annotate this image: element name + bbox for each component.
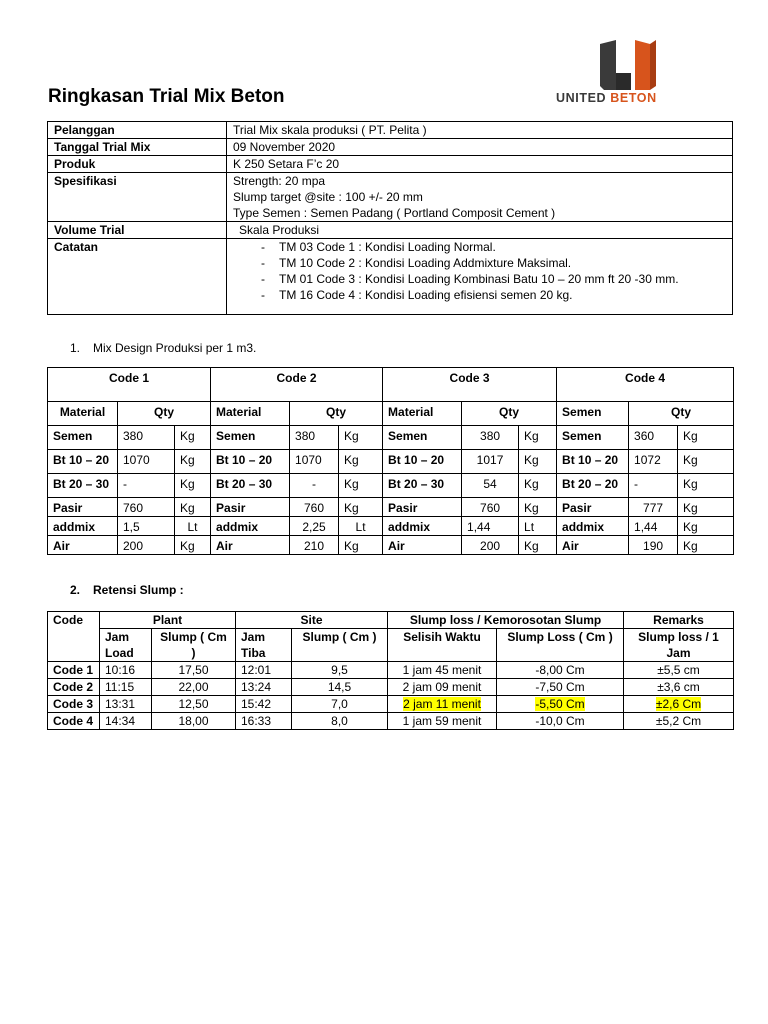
table-cell: 1,44 [462,517,519,536]
table-cell: 13:24 [236,679,292,696]
table-cell: 14,5 [292,679,388,696]
table-cell: 11:15 [100,679,152,696]
table-cell: 18,00 [152,713,236,730]
list-item: - TM 10 Code 2 : Kondisi Loading Addmixture Maksimal. [279,255,726,271]
table-cell: Bt 10 – 20 [557,450,629,474]
table-cell: 9,5 [292,662,388,679]
trial-info-table [47,121,733,315]
table-cell: Kg [339,474,383,498]
table-cell: 10:16 [100,662,152,679]
table-cell: Kg [678,517,734,536]
section-heading-retensi-slump: 2. Retensi Slump : [70,583,184,597]
table-row [48,679,734,696]
table-cell: Kg [519,498,557,517]
table-cell: Bt 10 – 20 [383,450,462,474]
table-cell: Bt 10 – 20 [211,450,290,474]
table-cell: Code 2 [48,679,100,696]
list-item: - TM 03 Code 1 : Kondisi Loading Normal. [279,239,726,255]
table-cell: Kg [339,426,383,450]
table-cell: -10,0 Cm [497,713,624,730]
mix-design-table [47,367,734,555]
table-cell: Semen [211,426,290,450]
table-cell: 1070 [290,450,339,474]
table-cell: ±5,5 cm [624,662,734,679]
table-cell: Semen [383,426,462,450]
table-cell: 1017 [462,450,519,474]
table-cell: 17,50 [152,662,236,679]
table-cell: 2,25 [290,517,339,536]
table-cell: Bt 20 – 30 [211,474,290,498]
table-cell: 380 [462,426,519,450]
info-row-catatan: Catatan - TM 03 Code 1 : Kondisi Loading Normal. - TM 10 Code 2 : Kondisi Loading Addmixture Maksimal. - TM 01 Code 3 : Kondisi Loading Kombinasi Batu 10 – 20 mm ft 20 -30 mm. - TM 16 Code 4 : Kondisi Loading efisiensi semen 20 kg. [48,239,733,315]
table-cell: Kg [519,450,557,474]
info-row-tanggal: Tanggal Trial Mix 09 November 2020 [48,139,733,156]
table-cell [497,696,624,713]
table-cell: Code 4 [48,713,100,730]
table-cell: Semen [557,426,629,450]
table-cell: 7,0 [292,696,388,713]
info-row-produk: Produk K 250 Setara F’c 20 [48,156,733,173]
table-cell: 12,50 [152,696,236,713]
table-cell: - [118,474,175,498]
table-cell: 190 [629,536,678,555]
table-cell: Lt [175,517,211,536]
table-cell: 14:34 [100,713,152,730]
table-cell: Kg [175,536,211,555]
info-row-spesifikasi: Spesifikasi Strength: 20 mpa Slump target @site : 100 +/- 20 mm Type Semen : Semen Padang ( Portland Composit Cement ) [48,173,733,222]
table-cell: Pasir [383,498,462,517]
slump-subheader-row: Jam Load Slump ( Cm ) Jam Tiba Slump ( Cm ) Selisih Waktu Slump Loss ( Cm ) Slump loss / 1 Jam [48,629,734,662]
united-beton-logo-mark [600,40,656,90]
table-cell: Kg [678,474,734,498]
table-cell: 1070 [118,450,175,474]
table-cell: - [290,474,339,498]
table-cell: addmix [211,517,290,536]
table-cell: Kg [339,536,383,555]
table-cell: ±3,6 cm [624,679,734,696]
table-cell: 13:31 [100,696,152,713]
table-cell: Lt [339,517,383,536]
table-cell: Kg [678,426,734,450]
table-cell: 380 [290,426,339,450]
table-cell: Kg [339,498,383,517]
table-cell: 777 [629,498,678,517]
table-cell: 8,0 [292,713,388,730]
table-cell: 2 jam 09 menit [388,679,497,696]
table-cell: Bt 20 – 30 [48,474,118,498]
table-cell: Kg [678,536,734,555]
info-row-volume: Volume Trial Skala Produksi [48,222,733,239]
table-row [48,426,734,450]
table-cell: Air [383,536,462,555]
table-cell: Bt 20 – 30 [383,474,462,498]
table-cell: -7,50 Cm [497,679,624,696]
table-cell: 760 [290,498,339,517]
table-cell [388,696,497,713]
table-cell: Kg [519,474,557,498]
table-row [48,498,734,517]
table-cell: Pasir [211,498,290,517]
material-header-row: Material Qty Material Qty Material Qty Semen Qty [48,402,734,426]
table-cell: Code 1 [48,662,100,679]
table-cell: Air [48,536,118,555]
table-cell: Bt 10 – 20 [48,450,118,474]
table-row [48,662,734,679]
table-cell: ±5,2 Cm [624,713,734,730]
table-cell: Kg [519,536,557,555]
table-row [48,536,734,555]
table-cell: Kg [678,450,734,474]
table-cell: Bt 20 – 20 [557,474,629,498]
highlighted-value: ±2,6 Cm [655,697,702,711]
table-cell: 760 [118,498,175,517]
table-cell: 22,00 [152,679,236,696]
highlighted-value: -5,50 Cm [535,697,585,711]
table-cell: Kg [175,474,211,498]
code-header-row: Code 1 Code 2 Code 3 Code 4 [48,368,734,402]
company-logo [556,40,700,112]
table-cell: 1,44 [629,517,678,536]
highlighted-value: 2 jam 11 menit [403,697,481,711]
table-cell: 1 jam 45 menit [388,662,497,679]
table-cell: Air [211,536,290,555]
table-cell: -8,00 Cm [497,662,624,679]
table-cell: 15:42 [236,696,292,713]
logo-wordmark: UNITED BETON [556,91,657,105]
table-cell: Air [557,536,629,555]
table-cell: Kg [519,426,557,450]
table-cell: - [629,474,678,498]
table-cell [624,696,734,713]
table-cell: 200 [118,536,175,555]
table-cell: Pasir [48,498,118,517]
section-heading-mix-design: 1. Mix Design Produksi per 1 m3. [70,341,257,355]
info-row-pelanggan: Pelanggan Trial Mix skala produksi ( PT. Pelita ) [48,122,733,139]
table-cell: 380 [118,426,175,450]
slump-header-row: Code Plant Site Slump loss / Kemorosotan Slump Remarks [48,612,734,629]
table-cell: 210 [290,536,339,555]
table-row [48,474,734,498]
table-cell: Semen [48,426,118,450]
table-cell: addmix [383,517,462,536]
table-cell: Code 3 [48,696,100,713]
catatan-list [233,239,726,303]
table-cell: Kg [175,498,211,517]
table-cell: 1 jam 59 menit [388,713,497,730]
table-cell: 200 [462,536,519,555]
table-row [48,696,734,713]
table-cell: 16:33 [236,713,292,730]
table-cell: addmix [48,517,118,536]
table-row [48,517,734,536]
table-cell: 54 [462,474,519,498]
list-item: - TM 16 Code 4 : Kondisi Loading efisiensi semen 20 kg. [279,287,726,303]
list-item: - TM 01 Code 3 : Kondisi Loading Kombinasi Batu 10 – 20 mm ft 20 -30 mm. [279,271,726,287]
table-cell: Lt [519,517,557,536]
table-cell: 360 [629,426,678,450]
page-title: Ringkasan Trial Mix Beton [48,86,285,107]
table-cell: addmix [557,517,629,536]
table-cell: 12:01 [236,662,292,679]
table-cell: Pasir [557,498,629,517]
table-row [48,450,734,474]
table-cell: Kg [175,450,211,474]
table-row [48,713,734,730]
table-cell: Kg [175,426,211,450]
table-cell: 1072 [629,450,678,474]
slump-retention-table [47,611,734,730]
table-cell: 760 [462,498,519,517]
table-cell: Kg [339,450,383,474]
table-cell: 1,5 [118,517,175,536]
table-cell: Kg [678,498,734,517]
